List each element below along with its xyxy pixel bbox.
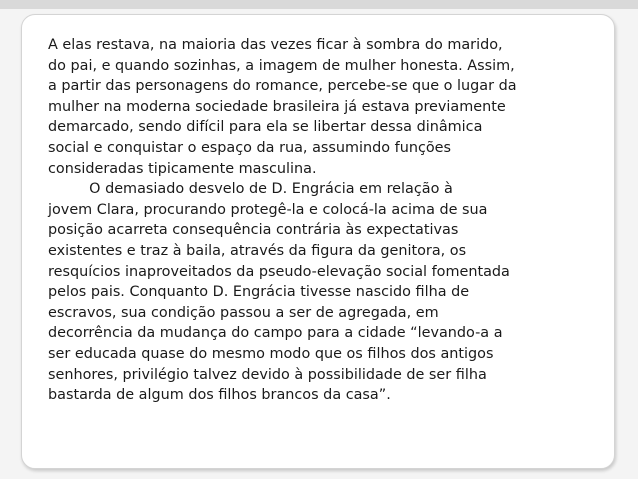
text-line: do pai, e quando sozinhas, a imagem de mulher honesta. Assim,: [48, 57, 515, 74]
text-line: consideradas tipicamente masculina.: [48, 160, 317, 177]
text-line: jovem Clara, procurando protegê-la e colocá-la acima de sua: [48, 201, 488, 218]
text-line: O demasiado desvelo de D. Engrácia em relação à: [48, 181, 453, 198]
text-line: pelos pais. Conquanto D. Engrácia tivesse nascido filha de: [48, 284, 470, 301]
text-line: escravos, sua condição passou a ser de agregada, em: [48, 304, 439, 321]
text-line: decorrência da mudança do campo para a cidade “levando-a a: [48, 325, 503, 342]
text-line: ser educada quase do mesmo modo que os filhos dos antigos: [48, 345, 494, 362]
text-line: demarcado, sendo difícil para ela se libertar dessa dinâmica: [48, 119, 483, 136]
text-line: bastarda de algum dos filhos brancos da casa”.: [48, 387, 391, 404]
text-line: senhores, privilégio talvez devido à possibilidade de ser filha: [48, 366, 487, 383]
text-line: existentes e traz à baila, através da figura da genitora, os: [48, 242, 467, 259]
top-bar: [0, 0, 638, 9]
text-line: mulher na moderna sociedade brasileira já estava previamente: [48, 98, 506, 115]
body-text: [48, 35, 608, 406]
text-line: posição acarreta consequência contrária às expectativas: [48, 222, 459, 239]
text-line: resquícios inaproveitados da pseudo-elevação social fomentada: [48, 263, 510, 280]
text-line: social e conquistar o espaço da rua, assumindo funções: [48, 139, 452, 156]
text-line: a partir das personagens do romance, percebe-se que o lugar da: [48, 78, 517, 95]
text-line: A elas restava, na maioria das vezes ficar à sombra do marido,: [48, 37, 503, 53]
